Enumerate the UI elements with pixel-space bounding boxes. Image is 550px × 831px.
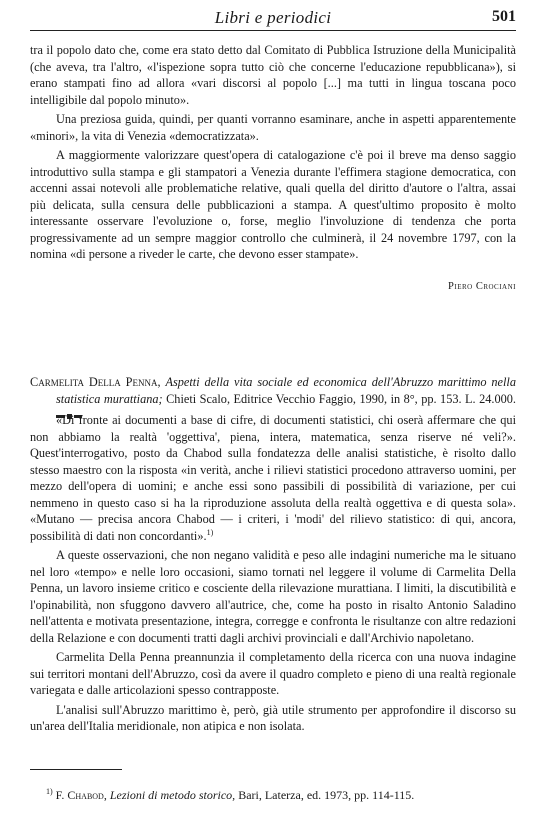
footnote-details: Bari, Laterza, ed. 1973, pp. 114-115. (238, 788, 415, 802)
review-book-author: Carmelita Della Penna (30, 375, 158, 390)
paragraph: Carmelita Della Penna preannunzia il completamento della ricerca con una nuova indagine sui territori montani dell'Abruzzo, così da avere il quadro completo e pieno di una realtà regionale variegata e dalle articolazioni spesso contrapposte. (30, 650, 516, 697)
paragraph: A maggiormente valorizzare quest'opera di catalogazione c'è poi il breve ma denso saggio introduttivo sulla stampa e gli stampatori a Venezia durante l'effimera stagione democratica, con accenni assai notevoli alle problematiche relative, quali quella del diritto d'autore o l'altra, assai più delicata, sulla censura delle pubblicazioni a stampa. A quest'ultimo proposito è molto interessante osservare l'evoluzione o, forse, meglio l'involuzione di tendenza che porta progressivamente ad un sempre maggior controllo che culminerà, il 24 novembre 1797, con la nomina «di persone a riveder le carte, che devono esser stampate». (30, 148, 516, 261)
footnote (46, 788, 516, 803)
page-number: 501 (492, 8, 516, 25)
review-book-title: Aspetti della vita sociale ed economica dell'Abruzzo marittimo nella statistica murattiana; (56, 375, 516, 406)
footnote-title: Lezioni di metodo storico, (109, 788, 236, 802)
paragraph (30, 412, 516, 544)
bibliographic-entry: Carmelita Della Penna, Aspetti della vita sociale ed economica dell'Abruzzo marittimo nella statistica murattiana; Chieti Scalo, Editrice Vecchio Faggio, 1990, in 8°, pp. 153. L. 24.000. (30, 374, 516, 424)
review-signature: Piero Crociani (448, 280, 516, 292)
review-body (30, 412, 516, 735)
running-title: Libri e periodici (214, 8, 332, 27)
paragraph: L'analisi sull'Abruzzo marittimo è, però, già utile strumento per approfondire il discorso su un'area dell'Italia meridionale, non atipica e non isolata. (30, 702, 516, 733)
running-header (30, 6, 516, 31)
paragraph: A queste osservazioni, che non negano validità e peso alle indagini numeriche ma le situano nel loro «tempo» e nelle loro occasioni, siamo tornati nel leggere il volume di Carmelita Della Penna, un lavoro insieme critico e cosciente della rilevazione murattiana. I limiti, la discutibilità e l'opinabilità, non sfuggono davvero all'autrice, che, come ha posto in risalto Antonio Saladino nell'attenta e motivata presentazione, integra, corregge e confronta le risultanze con altre redazioni della Relazione e con documenti tratti dagli archivi provinciali e dall'Archivio napoletano. (30, 548, 516, 645)
footnote-author: F. Chabod, (55, 788, 107, 802)
footnote-marker: 1) (46, 787, 53, 796)
paragraph: tra il popolo dato che, come era stato detto dal Comitato di Pubblica Istruzione della Municipalità (che aveva, tra l'altro, «l'ispezione sopra tutto ciò che concerne l'educazione repubblicana»), si erano stampati fino ad allora «vari discorsi al popolo [...] ma tutti in lingua toscana poco intelligibile dal popolo minuto». (30, 43, 516, 107)
footnote-divider (30, 769, 122, 770)
paragraph: Una preziosa guida, quindi, per quanti vorranno esaminare, anche in aspetti apparentemente «minori», la vita di Venezia «democratizzata». (30, 112, 516, 143)
previous-review-text (30, 42, 516, 295)
review-book-publication: Chieti Scalo, Editrice Vecchio Faggio, 1990, in 8°, pp. 153. L. 24.000. (166, 391, 516, 406)
footnote-reference: 1) (206, 527, 214, 537)
paragraph-text: «Di fronte ai documenti a base di cifre, di documenti statistici, chi oserà affermare che qui non abbiamo la realtà 'oggettiva', piena, intera, matematica, senza riserve né veli?». Quest'interrogativo, posto da Chabod sulla fondatezza delle analisi statistiche, è risolto dallo stesso maestro con la risposta «in verità, anche i rilievi statistici procedono attraverso uomini, per mezzo dell'opera di uomini; e anche essi sono passibili di possibilità di variazione, per cui nemmeno in questo caso si ha la riproduzione assoluta della realtà oggettiva e di questa sola». «Mutano — precisa ancora Chabod — i criteri, i 'modi' del rilievo statistico: di qui, ancora, possibilità di dati non concordanti». (30, 413, 516, 543)
